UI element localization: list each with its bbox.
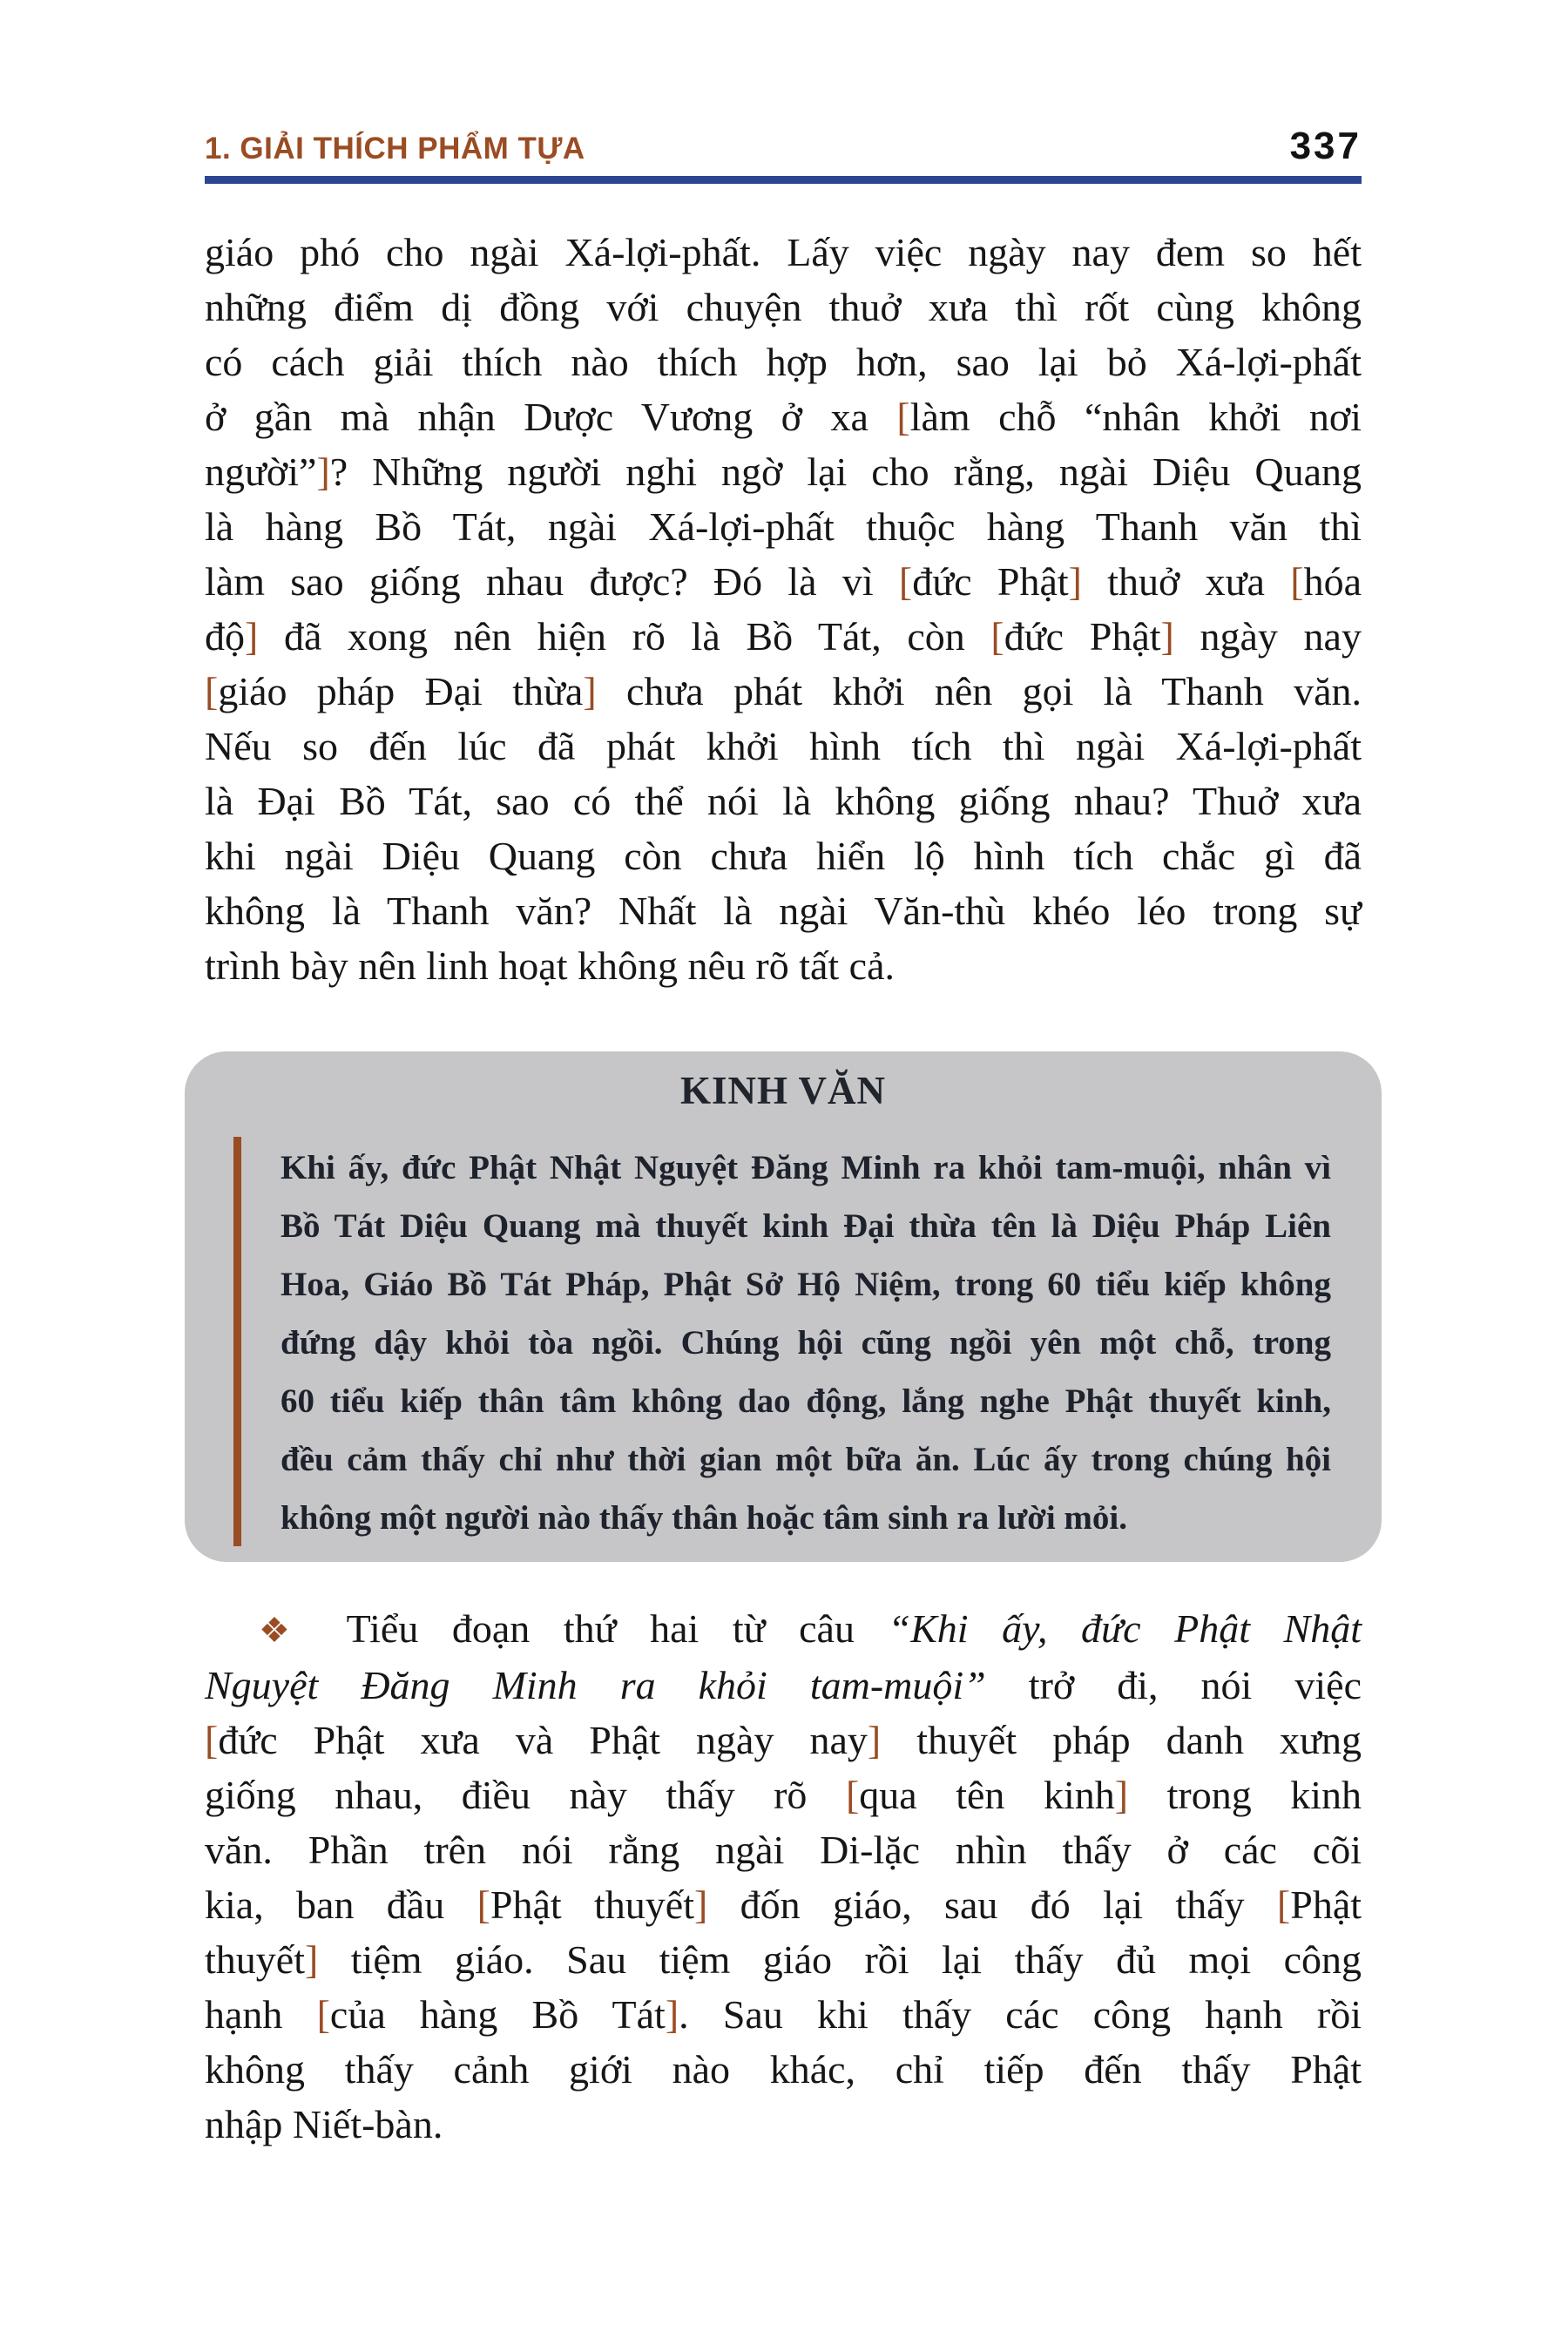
quote-bar-accent bbox=[233, 1137, 241, 1546]
header-row bbox=[205, 127, 1362, 166]
section-title: 1. GIẢI THÍCH PHẨM TỰA bbox=[205, 131, 585, 166]
text-segment: hạnh bbox=[205, 1992, 317, 2037]
text-segment: Phật bbox=[1290, 1882, 1362, 1927]
bracket-accent: ] bbox=[245, 614, 259, 659]
bracket-accent: ] bbox=[1068, 559, 1082, 604]
text-segment: đức Phật bbox=[1004, 614, 1161, 659]
text-segment: thuyết pháp danh xưng bbox=[881, 1718, 1362, 1762]
page-header bbox=[205, 127, 1362, 184]
text-segment: Nếu so đến lúc đã phát khởi hình tích thì ngài Xá-lợi-phất bbox=[205, 724, 1362, 768]
text-segment: đức Phật bbox=[912, 559, 1069, 604]
text-segment: giáo pháp Đại thừa bbox=[218, 669, 584, 713]
text-segment: trở đi, nói việc bbox=[985, 1663, 1362, 1707]
text-line bbox=[205, 1601, 1362, 1658]
text-line bbox=[205, 938, 1362, 993]
bracket-accent: [ bbox=[896, 395, 910, 439]
text-segment: giống nhau, điều này thấy rõ bbox=[205, 1773, 846, 1817]
text-line bbox=[205, 1658, 1362, 1713]
text-line bbox=[205, 389, 1362, 444]
text-segment: không một người nào thấy thân hoặc tâm sinh ra lười mỏi. bbox=[280, 1499, 1127, 1537]
text-segment: khi ngài Diệu Quang còn chưa hiển lộ hình tích chắc gì đã bbox=[205, 834, 1362, 878]
text-line bbox=[205, 1932, 1362, 1987]
text-segment: có cách giải thích nào thích hợp hơn, sao lại bỏ Xá-lợi-phất bbox=[205, 340, 1362, 384]
text-segment: Khi ấy, đức Phật Nhật Nguyệt Đăng Minh ra khỏi tam-muội, nhân vì bbox=[280, 1149, 1331, 1186]
text-line bbox=[205, 664, 1362, 719]
text-line bbox=[205, 1877, 1362, 1932]
text-segment: đốn giáo, sau đó lại thấy bbox=[707, 1882, 1277, 1927]
bracket-accent: ] bbox=[583, 669, 597, 713]
text-line bbox=[205, 609, 1362, 664]
text-line bbox=[205, 554, 1362, 609]
text-line bbox=[280, 1489, 1331, 1547]
text-segment: qua tên kinh bbox=[859, 1773, 1115, 1817]
text-line bbox=[280, 1314, 1331, 1372]
body-paragraph-1 bbox=[205, 225, 1362, 993]
bracket-accent: [ bbox=[898, 559, 913, 604]
bracket-accent: ] bbox=[316, 449, 330, 494]
bracket-accent: [ bbox=[990, 614, 1004, 659]
text-segment: Hoa, Giáo Bồ Tát Pháp, Phật Sở Hộ Niệm, trong 60 tiểu kiếp không bbox=[280, 1266, 1331, 1303]
kinh-van-title: KINH VĂN bbox=[680, 1069, 886, 1112]
text-segment: đức Phật xưa và Phật ngày nay bbox=[218, 1718, 868, 1762]
text-segment: độ bbox=[205, 614, 245, 659]
bracket-accent: [ bbox=[1276, 1882, 1291, 1927]
text-segment: làm chỗ “nhân khởi nơi bbox=[909, 395, 1362, 439]
text-segment: làm sao giống nhau được? Đó là vì bbox=[205, 559, 899, 604]
text-segment: trong kinh bbox=[1128, 1773, 1362, 1817]
text-segment: Bồ Tát Diệu Quang mà thuyết kinh Đại thừa tên là Diệu Pháp Liên bbox=[280, 1207, 1331, 1245]
text-line bbox=[205, 719, 1362, 774]
text-line bbox=[205, 280, 1362, 335]
bracket-accent: ] bbox=[1160, 614, 1174, 659]
text-line bbox=[280, 1139, 1331, 1197]
text-segment: kia, ban đầu bbox=[205, 1882, 477, 1927]
text-segment: chưa phát khởi nên gọi là Thanh văn. bbox=[596, 669, 1362, 713]
text-segment: . Sau khi thấy các công hạnh rồi bbox=[679, 1992, 1362, 2037]
text-segment: không thấy cảnh giới nào khác, chỉ tiếp đến thấy Phật bbox=[205, 2047, 1362, 2092]
text-segment: người” bbox=[205, 449, 317, 494]
text-segment: ? Những người nghi ngờ lại cho rằng, ngài Diệu Quang bbox=[329, 449, 1362, 494]
text-line bbox=[205, 1822, 1362, 1877]
text-line bbox=[205, 1987, 1362, 2042]
kinh-van-text bbox=[280, 1139, 1331, 1547]
text-segment: trình bày nên linh hoạt không nêu rõ tất cả. bbox=[205, 943, 896, 988]
text-line bbox=[205, 225, 1362, 280]
text-segment: là Đại Bồ Tát, sao có thể nói là không giống nhau? Thuở xưa bbox=[205, 779, 1362, 823]
text-line bbox=[280, 1372, 1331, 1430]
body-paragraph-2 bbox=[205, 1601, 1362, 2152]
text-segment: 60 tiểu kiếp thân tâm không dao động, lắng nghe Phật thuyết kinh, bbox=[280, 1382, 1331, 1420]
bracket-accent: [ bbox=[476, 1882, 490, 1927]
bracket-accent: ] bbox=[867, 1718, 882, 1762]
text-line bbox=[205, 2097, 1362, 2152]
bracket-accent: ] bbox=[665, 1992, 679, 2037]
text-segment: thuyết bbox=[205, 1937, 305, 1982]
text-segment: đều cảm thấy chỉ như thời gian một bữa ăn. Lúc ấy trong chúng hội bbox=[280, 1441, 1331, 1478]
bracket-accent: [ bbox=[205, 1718, 219, 1762]
kinh-van-box bbox=[185, 1051, 1382, 1562]
bracket-accent: [ bbox=[316, 1992, 330, 2037]
text-line bbox=[205, 499, 1362, 554]
text-segment: Nguyệt Đăng Minh ra khỏi tam-muội” bbox=[205, 1663, 986, 1707]
text-segment: giáo phó cho ngài Xá-lợi-phất. Lấy việc ngày nay đem so hết bbox=[205, 230, 1362, 274]
text-line bbox=[205, 2042, 1362, 2097]
text-line bbox=[205, 335, 1362, 389]
bracket-accent: [ bbox=[845, 1773, 860, 1817]
bracket-accent: ] bbox=[304, 1937, 319, 1982]
text-line bbox=[205, 1767, 1362, 1822]
bracket-accent: [ bbox=[205, 669, 219, 713]
text-line bbox=[280, 1255, 1331, 1314]
text-segment: thuở xưa bbox=[1081, 559, 1291, 604]
text-segment: là hàng Bồ Tát, ngài Xá-lợi-phất thuộc hàng Thanh văn thì bbox=[205, 504, 1362, 549]
text-segment: Tiểu đoạn thứ hai từ câu bbox=[313, 1606, 889, 1651]
text-segment: “Khi ấy, đức Phật Nhật bbox=[888, 1606, 1362, 1651]
text-line bbox=[205, 444, 1362, 499]
text-segment: ngày nay bbox=[1173, 614, 1362, 659]
text-segment: văn. Phần trên nói rằng ngài Di-lặc nhìn thấy ở các cõi bbox=[205, 1828, 1362, 1872]
text-line bbox=[280, 1430, 1331, 1489]
text-segment: tiệm giáo. Sau tiệm giáo rồi lại thấy đủ mọi công bbox=[318, 1937, 1362, 1982]
bracket-accent: ] bbox=[694, 1882, 708, 1927]
text-segment: ở gần mà nhận Dược Vương ở xa bbox=[205, 395, 897, 439]
text-segment: những điểm dị đồng với chuyện thuở xưa thì rốt cùng không bbox=[205, 285, 1362, 329]
text-segment: đã xong nên hiện rõ là Bồ Tát, còn bbox=[258, 614, 991, 659]
diamond-bullet-icon: ❖ bbox=[259, 1611, 314, 1650]
text-line bbox=[205, 828, 1362, 883]
text-line bbox=[205, 774, 1362, 828]
bracket-accent: ] bbox=[1114, 1773, 1129, 1817]
text-segment: của hàng Bồ Tát bbox=[329, 1992, 666, 2037]
text-segment: không là Thanh văn? Nhất là ngài Văn-thù khéo léo trong sự bbox=[205, 889, 1362, 933]
text-line bbox=[205, 883, 1362, 938]
text-line bbox=[205, 1713, 1362, 1767]
text-line bbox=[280, 1197, 1331, 1255]
text-segment: nhập Niết-bàn. bbox=[205, 2102, 443, 2146]
text-segment: đứng dậy khỏi tòa ngồi. Chúng hội cũng ngồi yên một chỗ, trong bbox=[280, 1324, 1331, 1362]
page-number: 337 bbox=[1289, 125, 1362, 167]
header-rule bbox=[205, 176, 1362, 184]
text-segment: Phật thuyết bbox=[490, 1882, 694, 1927]
text-segment: hóa bbox=[1303, 559, 1362, 604]
bracket-accent: [ bbox=[1290, 559, 1304, 604]
